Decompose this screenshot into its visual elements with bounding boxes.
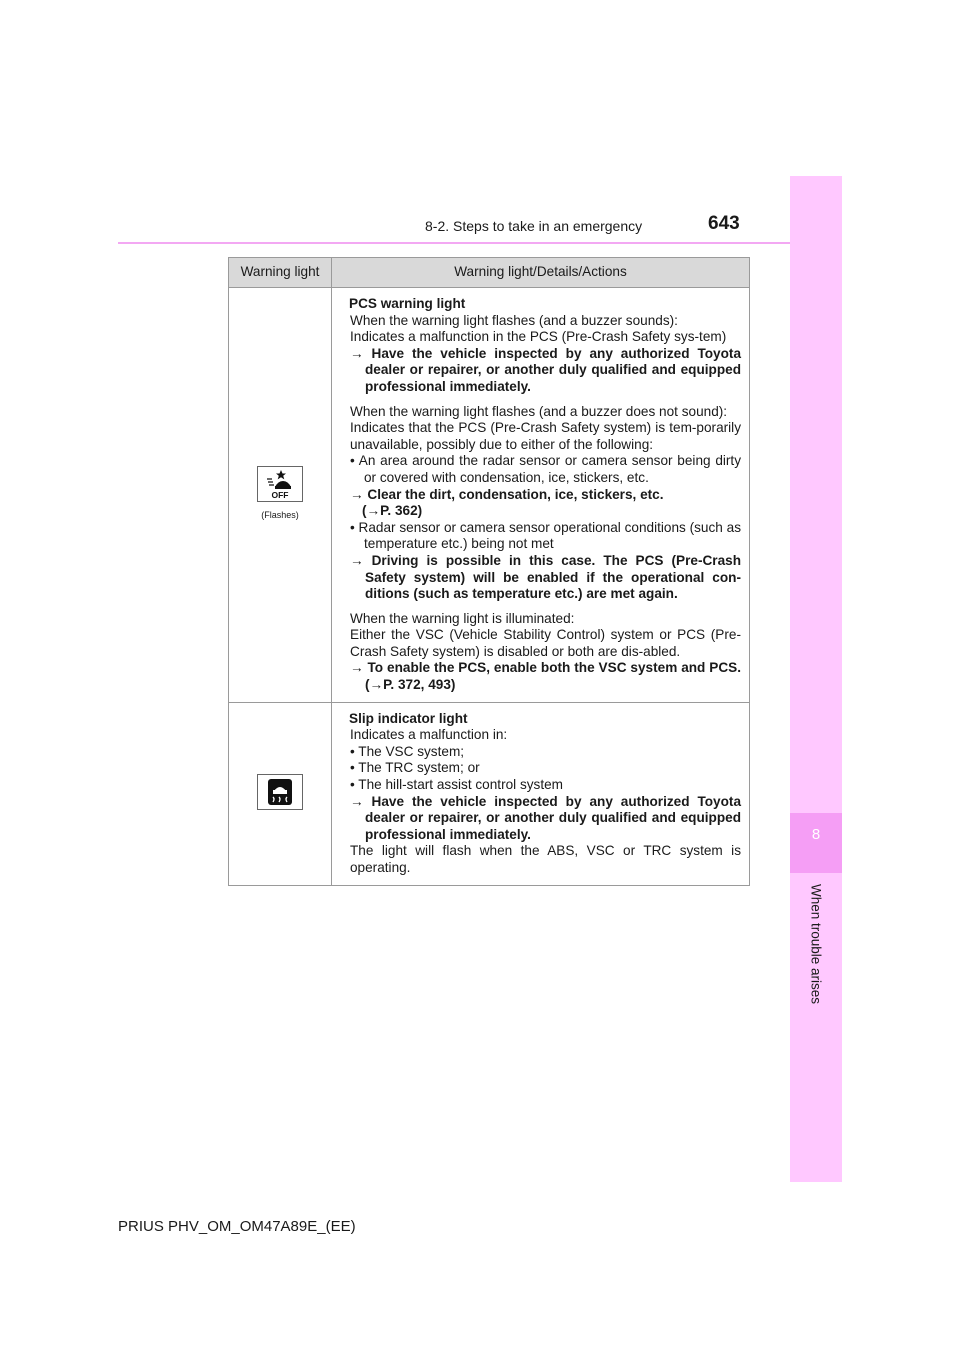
flashes-label: (Flashes) xyxy=(261,510,299,521)
pcs-off-icon xyxy=(257,466,303,502)
chapter-tab xyxy=(790,813,842,873)
slip-bullet-1: • The VSC system; xyxy=(350,743,465,759)
slip-note: The light will flash when the ABS, VSC or TRC system is operating. xyxy=(350,843,741,875)
table-header-row xyxy=(229,258,750,288)
pcs-p3-line2: Either the VSC (Vehicle Stability Control) system or PCS (Pre-Crash Safety system) is disabled or both are dis-abled. xyxy=(350,627,741,659)
pcs-p1-line2: Indicates a malfunction in the PCS (Pre-Crash Safety sys-tem) xyxy=(350,329,727,345)
pcs-icon-text: OFF xyxy=(271,489,289,500)
slip-indicator-icon xyxy=(257,774,303,810)
chapter-number: 8 xyxy=(811,826,821,843)
slip-icon-cell xyxy=(229,702,332,885)
pcs-action-2: → Clear the dirt, condensation, ice, stickers, etc. xyxy=(350,486,664,502)
pcs-icon-graphic xyxy=(258,467,302,501)
pcs-icon-cell xyxy=(229,288,332,703)
col-header-warning-light: Warning light xyxy=(229,258,332,288)
page-number: 643 xyxy=(708,213,740,234)
slip-action-1: → Have the vehicle inspected by any authorized Toyota dealer or repairer, or another duly qualified and equipped professional immediately. xyxy=(350,793,741,842)
pcs-p2-line1: When the warning light flashes (and a buzzer does not sound): xyxy=(350,403,728,419)
document-code: PRIUS PHV_OM_OM47A89E_(EE) xyxy=(118,1218,356,1235)
table-row xyxy=(229,288,750,703)
slip-bullet-3: • The hill-start assist control system xyxy=(350,777,564,793)
slip-title: Slip indicator light xyxy=(349,710,468,726)
pcs-p1-line1: When the warning light flashes (and a buzzer sounds): xyxy=(350,312,678,328)
slip-details-cell xyxy=(332,702,750,885)
pcs-p2-line2: Indicates that the PCS (Pre-Crash Safety system) is tem-porarily unavailable, possibly due to either of the following: xyxy=(350,420,741,452)
section-header: 8-2. Steps to take in an emergency xyxy=(425,218,643,234)
chapter-title: When trouble arises xyxy=(808,883,824,1005)
col-header-details: Warning light/Details/Actions xyxy=(332,258,750,288)
pcs-bullet-2: • Radar sensor or camera sensor operational conditions (such as temperature etc.) being not met xyxy=(350,519,741,552)
pcs-action-1: → Have the vehicle inspected by any authorized Toyota dealer or repairer, or another duly qualified and equipped professional immediately. xyxy=(350,345,741,394)
table-row xyxy=(229,702,750,885)
pcs-bullet-1: • An area around the radar sensor or camera sensor being dirty or covered with condensation, ice, stickers, etc. xyxy=(350,453,741,485)
pcs-action-3: → Driving is possible in this case. The PCS (Pre-Crash Safety system) will be enabled if the operational con-ditions (such as temperature etc.) are met again. xyxy=(350,552,741,602)
pcs-p3-line1: When the warning light is illuminated: xyxy=(350,610,575,626)
header-rule xyxy=(118,242,790,244)
pcs-details-cell xyxy=(332,288,750,703)
pcs-action-4: → To enable the PCS, enable both the VSC system and PCS. (→P. 372, 493) xyxy=(350,660,741,693)
slip-p1: Indicates a malfunction in: xyxy=(350,727,508,743)
slip-bullet-2: • The TRC system; or xyxy=(350,760,480,776)
slip-icon-graphic xyxy=(258,775,302,809)
warning-light-table xyxy=(228,257,750,886)
pcs-action-2-ref: (→P. 362) xyxy=(362,503,423,519)
side-strip xyxy=(790,176,842,1182)
pcs-title: PCS warning light xyxy=(349,296,466,311)
